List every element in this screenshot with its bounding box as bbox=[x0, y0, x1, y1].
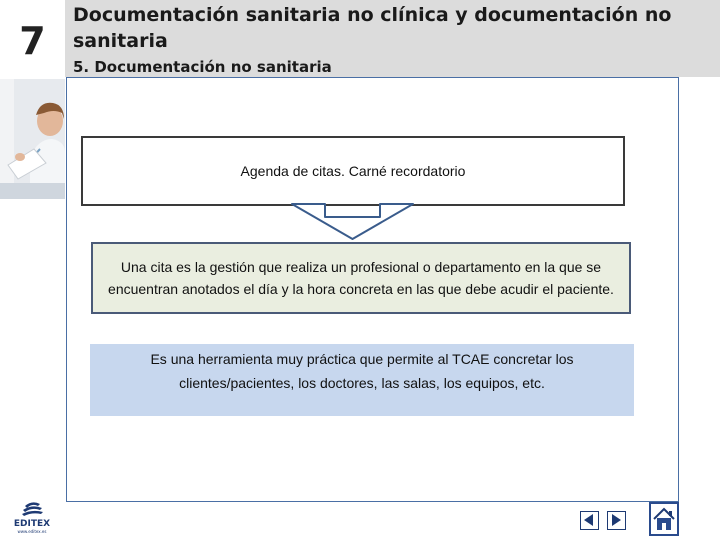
tool-description-box bbox=[90, 344, 634, 416]
definition-lead: Una bbox=[120, 259, 151, 275]
home-button[interactable] bbox=[649, 502, 679, 536]
definition-box bbox=[91, 242, 631, 314]
agenda-title-box bbox=[81, 136, 625, 206]
definition-keyword: cita bbox=[150, 259, 173, 275]
chapter-badge bbox=[0, 0, 65, 77]
editex-logo-mark bbox=[10, 500, 54, 536]
previous-button[interactable] bbox=[580, 511, 599, 530]
down-arrow-icon bbox=[290, 203, 415, 241]
page-title: Documentación sanitaria no clínica y documentación no sanitaria bbox=[73, 4, 672, 52]
tool-description: Es una herramienta muy práctica que permite al TCAE concretar los clientes/pacientes, los doctores, las salas, los equipos, etc. bbox=[150, 351, 574, 391]
arrow-left-icon bbox=[581, 512, 597, 528]
editex-logo bbox=[10, 500, 54, 536]
logo-text: EDITEX bbox=[13, 519, 51, 529]
agenda-title: Agenda de citas. Carné recordatorio bbox=[240, 163, 466, 179]
nurse-photo bbox=[0, 79, 65, 199]
next-button[interactable] bbox=[607, 511, 626, 530]
arrow-right-icon bbox=[608, 512, 624, 528]
section-subtitle: 5. Documentación no sanitaria bbox=[73, 58, 332, 76]
definition-rest: es la gestión que realiza un profesional o departamento en la que se encuentran anotados el día y la hora concreta en las que debe acudir el paciente. bbox=[108, 259, 614, 297]
home-icon bbox=[651, 504, 677, 534]
nurse-illustration bbox=[0, 79, 65, 199]
chapter-number: 7 bbox=[19, 18, 46, 63]
logo-url: www.editex.es bbox=[17, 529, 47, 534]
definition-text bbox=[103, 256, 619, 300]
